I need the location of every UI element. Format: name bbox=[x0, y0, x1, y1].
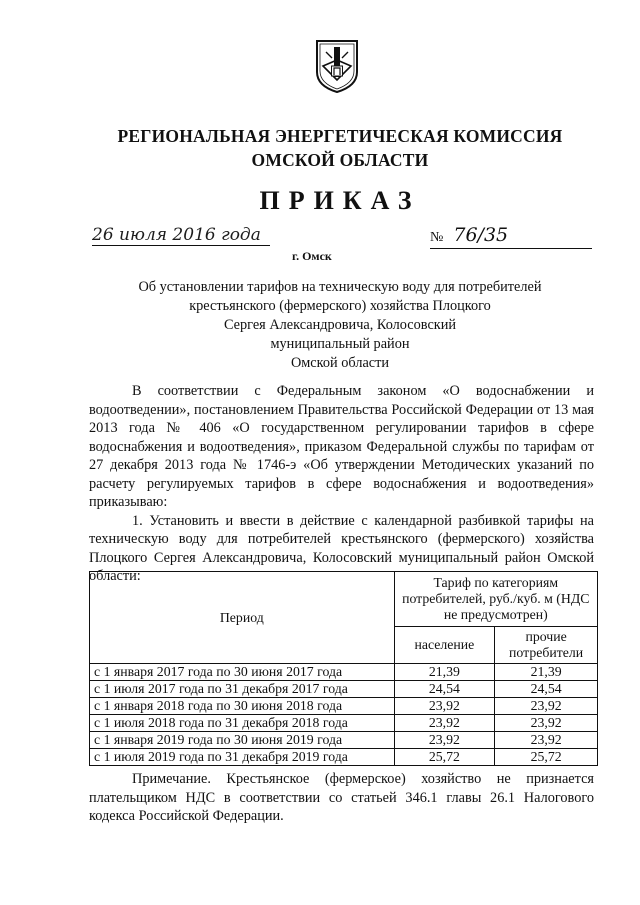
handwritten-date: 26 июля 2016 года bbox=[92, 226, 270, 246]
population-tariff-cell: 21,39 bbox=[394, 664, 495, 681]
clause-1-paragraph: 1. Установить и ввести в действие с календарной разбивкой тарифы на техническую воду для потребителей крестьянского (фермерского) хозяйства Плоцкого Сергея Александровича, Колосовский муниципальный район Омской области: bbox=[89, 512, 594, 584]
population-column-header: население bbox=[394, 627, 495, 664]
table-row bbox=[90, 715, 598, 732]
commission-name-line1: РЕГИОНАЛЬНАЯ ЭНЕРГЕТИЧЕСКАЯ КОМИССИЯ bbox=[117, 126, 563, 146]
table-row bbox=[90, 732, 598, 749]
subject-line: Об установлении тарифов на техническую воду для потребителей bbox=[138, 279, 542, 295]
period-cell: с 1 июля 2018 года по 31 декабря 2018 года bbox=[90, 715, 395, 732]
document-type-title: ПРИКАЗ bbox=[259, 186, 421, 215]
other-tariff-cell: 23,92 bbox=[495, 715, 598, 732]
subject-line: Омской области bbox=[290, 355, 390, 371]
order-subject bbox=[100, 278, 580, 373]
period-cell: с 1 января 2018 года по 30 июня 2018 года bbox=[90, 698, 395, 715]
subject-line: муниципальный район bbox=[270, 336, 410, 352]
note-block bbox=[89, 770, 594, 826]
tariff-table bbox=[89, 571, 598, 766]
other-tariff-cell: 23,92 bbox=[495, 732, 598, 749]
other-tariff-cell: 24,54 bbox=[495, 681, 598, 698]
order-body bbox=[89, 382, 594, 586]
tariff-header: Тариф по категориям потребителей, руб./куб. м (НДС не предусмотрен) bbox=[394, 572, 597, 627]
population-tariff-cell: 23,92 bbox=[394, 732, 495, 749]
table-row bbox=[90, 749, 598, 766]
number-sign: № bbox=[430, 230, 444, 245]
omsk-coat-of-arms-icon bbox=[314, 38, 360, 94]
population-tariff-cell: 23,92 bbox=[394, 698, 495, 715]
subject-line: крестьянского (фермерского) хозяйства Плоцкого bbox=[189, 298, 491, 314]
period-header: Период bbox=[90, 572, 395, 664]
population-tariff-cell: 24,54 bbox=[394, 681, 495, 698]
period-cell: с 1 июля 2019 года по 31 декабря 2019 года bbox=[90, 749, 395, 766]
other-tariff-cell: 23,92 bbox=[495, 698, 598, 715]
period-cell: с 1 июля 2017 года по 31 декабря 2017 года bbox=[90, 681, 395, 698]
commission-name-line2: ОМСКОЙ ОБЛАСТИ bbox=[251, 150, 429, 170]
population-tariff-cell: 25,72 bbox=[394, 749, 495, 766]
other-consumers-column-header: прочие потребители bbox=[495, 627, 598, 664]
table-row bbox=[90, 698, 598, 715]
period-cell: с 1 января 2017 года по 30 июня 2017 года bbox=[90, 664, 395, 681]
preamble-paragraph: В соответствии с Федеральным законом «О водоснабжении и водоотведении», постановлением Правительства Российской Федерации от 13 мая 2013 года № 406 «О государственном регулировании тарифов в сфере водоснабжения и водоотведения», приказом Федеральной службы по тарифам от 27 декабря 2013 года № 1746-э «Об утверждении Методических указаний по расчету регулируемых тарифов в сфере водоснабжения и водоотведения» приказываю: bbox=[89, 383, 594, 510]
other-tariff-cell: 25,72 bbox=[495, 749, 598, 766]
order-number-field bbox=[430, 226, 592, 249]
other-tariff-cell: 21,39 bbox=[495, 664, 598, 681]
note-paragraph: Примечание. Крестьянское (фермерское) хозяйство не признается плательщиком НДС в соответствии со статьей 346.1 главы 26.1 Налогового кодекса Российской Федерации. bbox=[89, 771, 594, 824]
period-cell: с 1 января 2019 года по 30 июня 2019 года bbox=[90, 732, 395, 749]
subject-line: Сергея Александровича, Колосовский bbox=[223, 317, 457, 333]
table-row bbox=[90, 681, 598, 698]
city-label: г. Омск bbox=[292, 249, 332, 263]
population-tariff-cell: 23,92 bbox=[394, 715, 495, 732]
handwritten-order-number: 76/35 bbox=[453, 224, 509, 246]
table-row bbox=[90, 664, 598, 681]
